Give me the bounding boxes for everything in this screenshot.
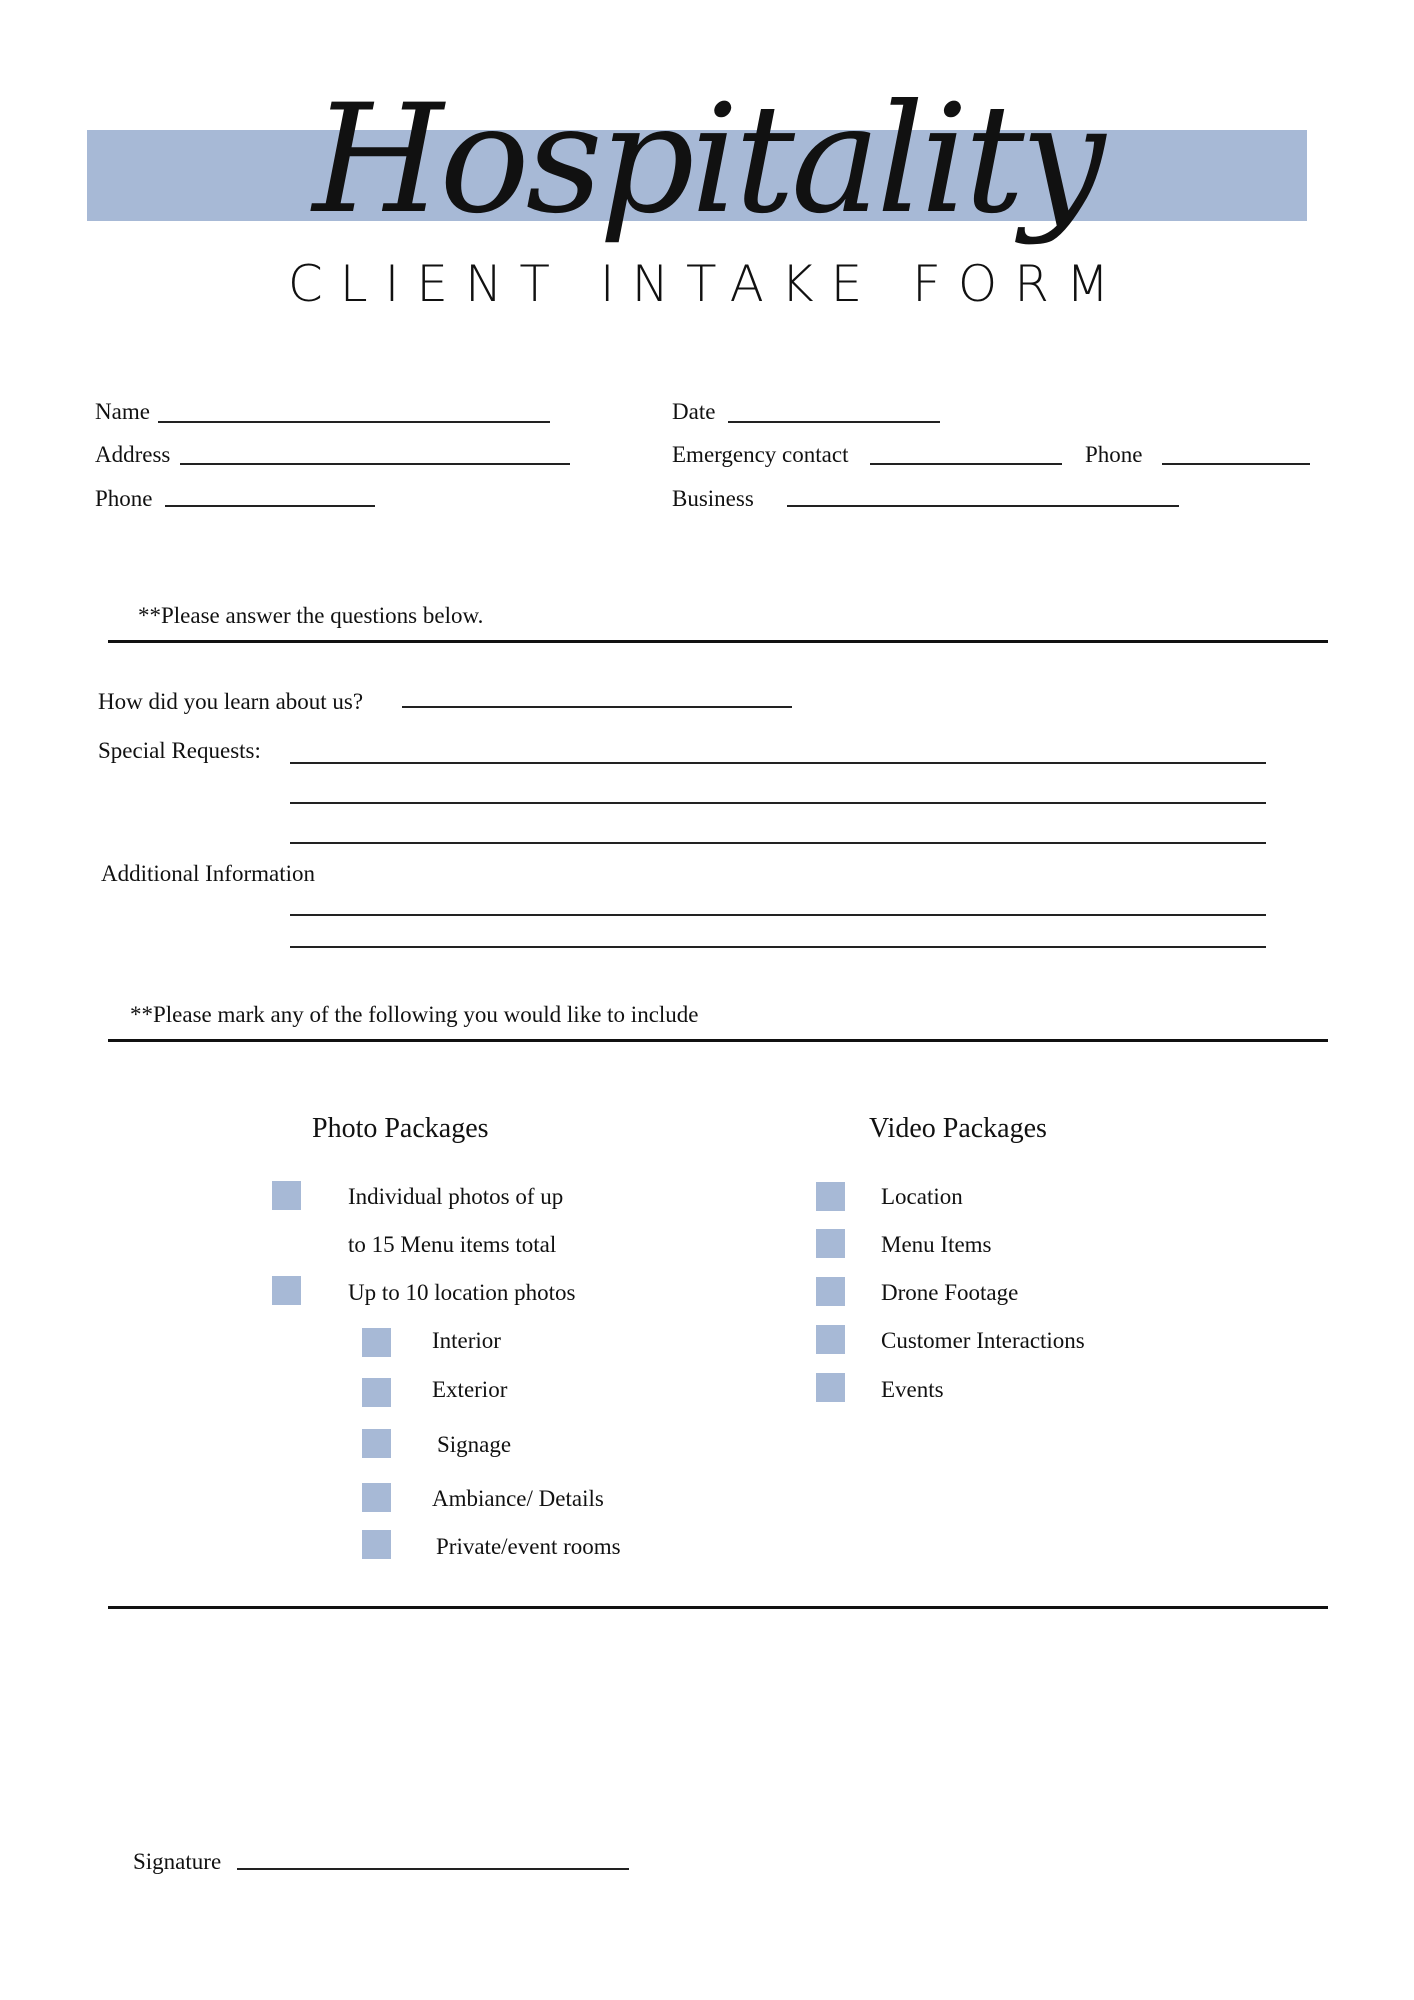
date-field[interactable]: [728, 421, 940, 423]
business-label: Business: [672, 486, 754, 511]
date-label: Date: [672, 399, 716, 424]
checkbox-video-menu-items[interactable]: [816, 1229, 845, 1258]
location-photos-label: Up to 10 location photos: [348, 1280, 576, 1305]
name-label: Name: [95, 399, 150, 424]
signage-label: Signage: [437, 1432, 512, 1457]
drone-footage-label: Drone Footage: [881, 1280, 1019, 1305]
individual-photos-label-line2: to 15 Menu items total: [348, 1232, 557, 1257]
emergency-contact-field[interactable]: [870, 463, 1062, 465]
divider-top: [108, 640, 1328, 643]
name-field[interactable]: [158, 421, 550, 423]
checkbox-customer-interactions[interactable]: [816, 1325, 845, 1354]
checkbox-drone-footage[interactable]: [816, 1277, 845, 1306]
emergency-phone-field[interactable]: [1162, 463, 1310, 465]
learn-field[interactable]: [402, 706, 792, 708]
emergency-phone-label: Phone: [1085, 442, 1143, 467]
checkbox-interior[interactable]: [362, 1328, 391, 1357]
checkbox-private-event-rooms[interactable]: [362, 1530, 391, 1559]
video-menu-items-label: Menu Items: [881, 1232, 992, 1257]
checkbox-location-photos[interactable]: [272, 1276, 301, 1305]
page-subtitle: CLIENT INTAKE FORM: [287, 255, 1127, 313]
interior-label: Interior: [432, 1328, 501, 1353]
additional-info-label: Additional Information: [101, 861, 315, 886]
checkbox-ambiance-details[interactable]: [362, 1483, 391, 1512]
events-label: Events: [881, 1377, 944, 1402]
address-label: Address: [95, 442, 171, 467]
exterior-label: Exterior: [432, 1377, 508, 1402]
signature-label: Signature: [133, 1849, 222, 1874]
additional-info-line-2[interactable]: [290, 946, 1266, 948]
special-requests-line-2[interactable]: [290, 802, 1266, 804]
address-field[interactable]: [180, 463, 570, 465]
special-requests-line-1[interactable]: [290, 762, 1266, 764]
additional-info-line-1[interactable]: [290, 914, 1266, 916]
divider-bottom: [108, 1606, 1328, 1609]
phone-field[interactable]: [165, 505, 375, 507]
title-script: Hospitality: [312, 73, 1102, 247]
emergency-contact-label: Emergency contact: [672, 442, 849, 467]
learn-label: How did you learn about us?: [98, 689, 364, 714]
checkbox-exterior[interactable]: [362, 1378, 391, 1407]
phone-label: Phone: [95, 486, 153, 511]
business-field[interactable]: [787, 505, 1179, 507]
special-requests-label: Special Requests:: [98, 738, 261, 763]
video-packages-heading: Video Packages: [869, 1113, 1047, 1144]
video-location-label: Location: [881, 1184, 963, 1209]
photo-packages-heading: Photo Packages: [312, 1113, 489, 1144]
checkbox-individual-photos[interactable]: [272, 1181, 301, 1210]
checkbox-events[interactable]: [816, 1373, 845, 1402]
private-event-rooms-label: Private/event rooms: [436, 1534, 621, 1559]
individual-photos-label-line1: Individual photos of up: [348, 1184, 564, 1209]
questions-note: **Please answer the questions below.: [138, 603, 484, 628]
checkbox-signage[interactable]: [362, 1429, 391, 1458]
packages-note: **Please mark any of the following you would like to include: [130, 1002, 699, 1027]
checkbox-video-location[interactable]: [816, 1182, 845, 1211]
divider-middle: [108, 1039, 1328, 1042]
customer-interactions-label: Customer Interactions: [881, 1328, 1085, 1353]
ambiance-details-label: Ambiance/ Details: [432, 1486, 604, 1511]
signature-field[interactable]: [237, 1868, 629, 1870]
special-requests-line-3[interactable]: [290, 842, 1266, 844]
